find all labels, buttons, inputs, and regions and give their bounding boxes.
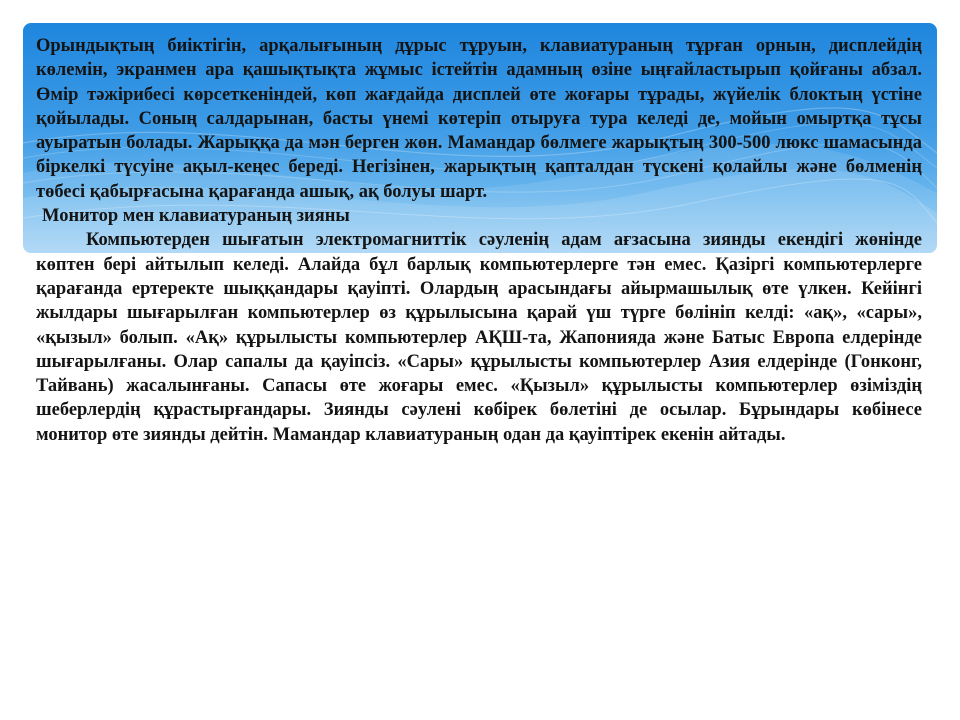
paragraph-computers: Компьютерден шығатын электромагниттік сәуленің адам ағзасына зиянды екендігі жөнінде көптен бері айтылып келеді. Алайда бұл барлық компьютерлерге тән емес. Қазіргі компьютерлерге қарағанда ертеректе шыққандары қауіпті. Олардың арасындағы айырмашылық өте үлкен. Кейінгі жылдары шығарылған компьютерлер өз құрылысына қарай үш түрге бөлініп келді: «ақ», «сары», «қызыл» болып. «Ақ» құрылысты компьютерлер АҚШ-та, Жапонияда және Батыс Европа елдерінде шығарылғаны. Олар сапалы да қауіпсіз. «Сары» құрылысты компьютерлер Азия елдерінде (Гонконг, Тайвань) жасалынғаны. Сапасы өте жоғары емес. «Қызыл» құрылысты компьютерлер өзіміздің шеберлердің құрастырғандары. Зиянды сәулені көбірек бөлетіні де осылар. Бұрындары көбінесе монитор өте зиянды дейтін. Мамандар клавиатураның одан да қауіптірек екенін айтады. <box>36 230 922 445</box>
slide-content <box>36 34 922 447</box>
paragraph-workplace: Орындықтың биіктігін, арқалығының дұрыс тұруын, клавиатураның тұрған орнын, дисплейдің көлемін, экранмен ара қашықтықта жұмыс істейтін адамның өзіне ыңғайластырып қойғаны абзал. Өмір тәжірибесі көрсеткеніндей, көп жағдайда дисплей өте жоғары тұрады, жүйелік блоктың үстіне қойылады. Соның салдарынан, басты үнемі көтеріп отыруға тура келеді де, мойын омыртқа тұсы ауыратын болады. Жарыққа да мән берген жөн. Мамандар бөлмеге жарықтың 300-500 люкс шамасында біркелкі түсуіне ақыл-кеңес береді. Негізінен, жарықтың қапталдан түскені қолайлы және бөлменің төбесі қабырғасына қарағанда ашық, ақ болуы шарт. <box>36 36 922 202</box>
section-heading: Монитор мен клавиатураның зияны <box>42 206 350 227</box>
